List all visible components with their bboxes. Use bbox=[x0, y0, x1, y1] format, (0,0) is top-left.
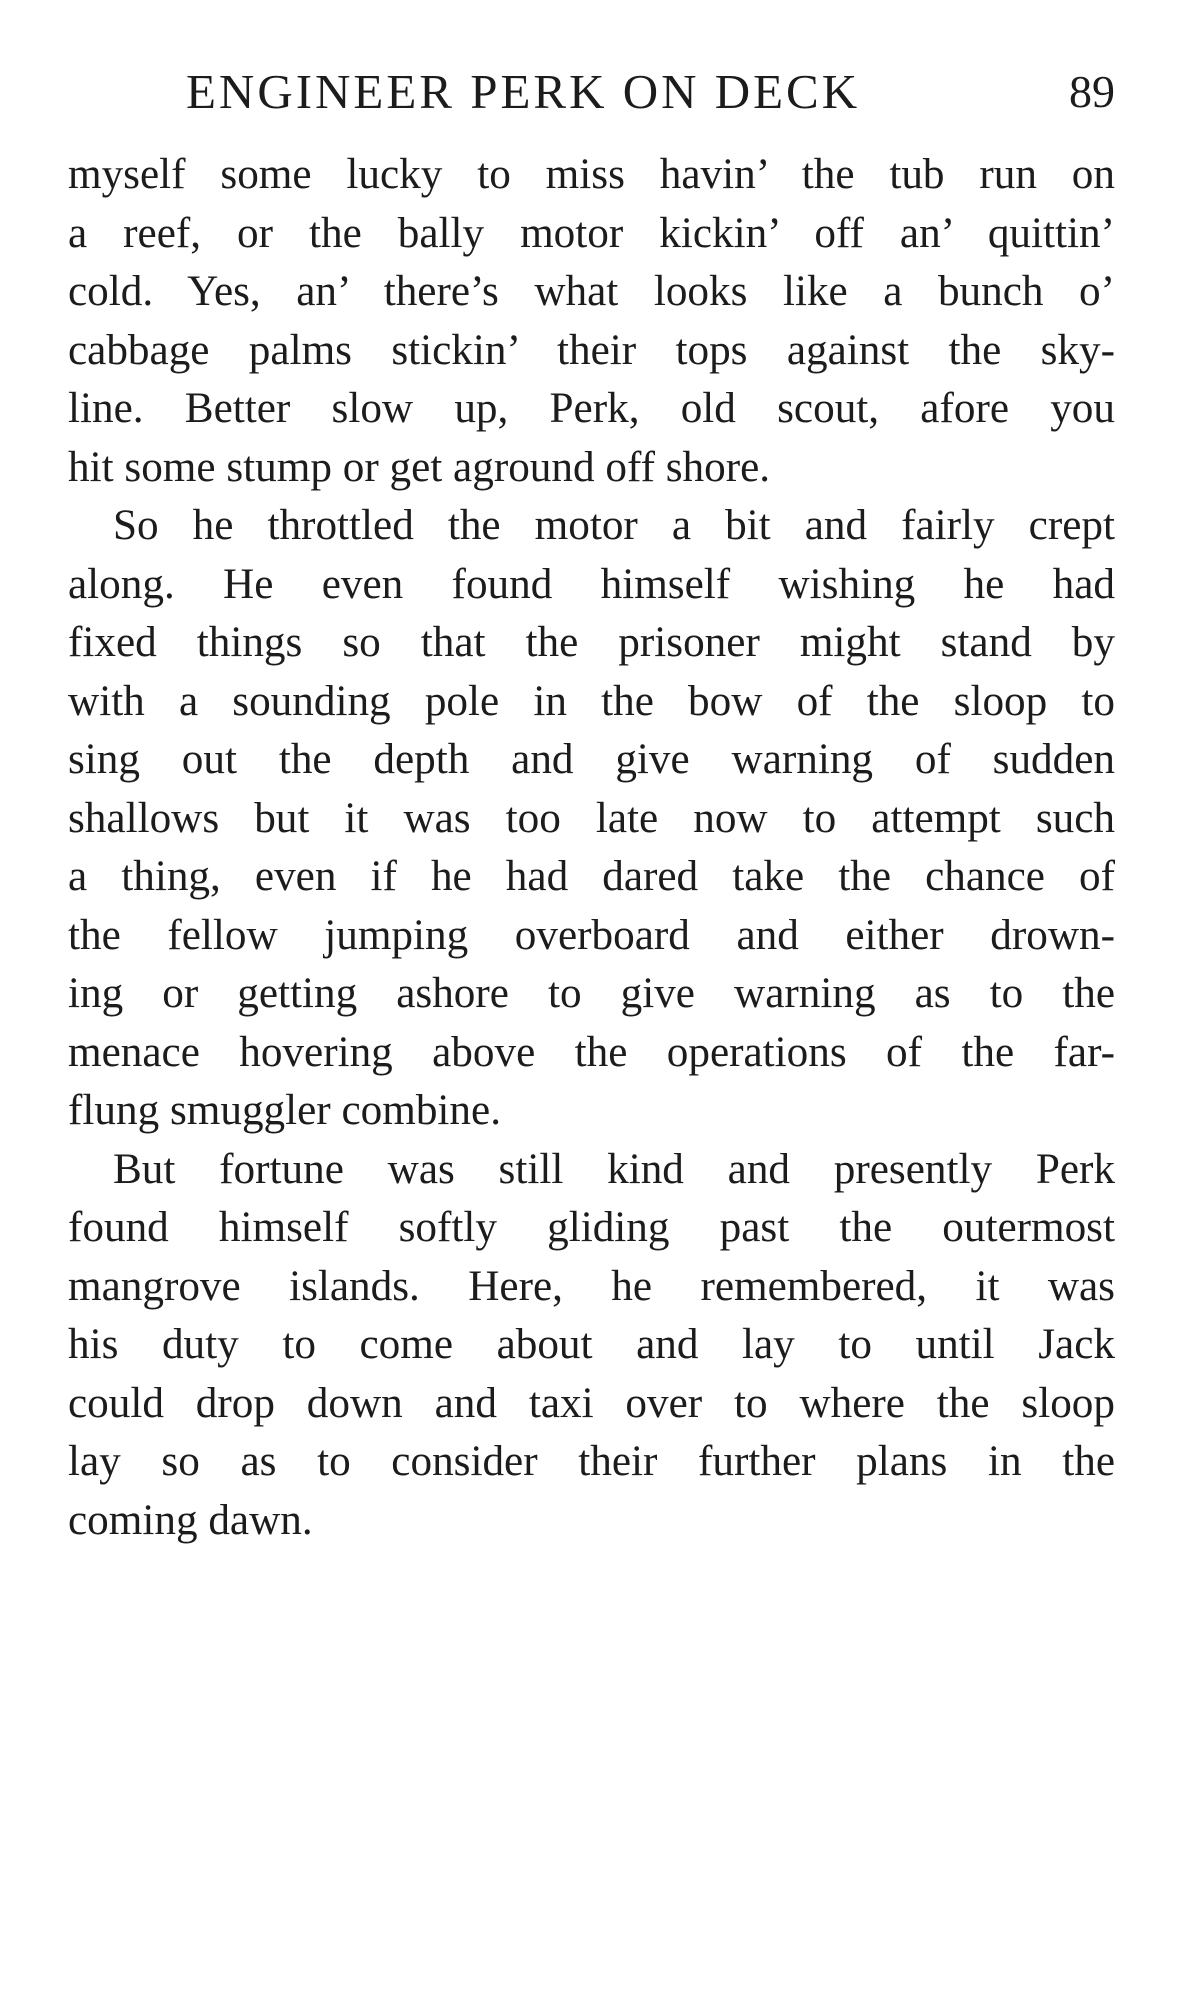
text-line: cabbage palms stickin’ their tops against the sky- bbox=[68, 326, 1115, 374]
text-line: ing or getting ashore to give warning as to the bbox=[68, 970, 1115, 1017]
paragraph-2 bbox=[68, 497, 1115, 1141]
text-line: the fellow jumping overboard and either drown- bbox=[68, 911, 1115, 959]
text-line: found himself softly gliding past the outermost bbox=[68, 1204, 1115, 1251]
text-line: But fortune was still kind and presently Perk bbox=[113, 1145, 1115, 1193]
text-line: flung smuggler combine. bbox=[68, 1087, 501, 1134]
text-line: lay so as to consider their further plans in the bbox=[68, 1438, 1115, 1485]
text-line: mangrove islands. Here, he remembered, it was bbox=[68, 1262, 1115, 1310]
text-line: shallows but it was too late now to attempt such bbox=[68, 794, 1115, 842]
text-line: a reef, or the bally motor kickin’ off an’ quittin’ bbox=[68, 209, 1115, 257]
text-line: myself some lucky to miss havin’ the tub run on bbox=[68, 151, 1115, 198]
text-line: sing out the depth and give warning of sudden bbox=[68, 736, 1115, 783]
paragraph-1 bbox=[68, 146, 1115, 497]
text-line: cold. Yes, an’ there’s what looks like a bunch o’ bbox=[68, 268, 1115, 315]
text-line: So he throttled the motor a bit and fairly crept bbox=[113, 502, 1115, 549]
text-line: his duty to come about and lay to until Jack bbox=[68, 1321, 1115, 1368]
text-line: a thing, even if he had dared take the chance of bbox=[68, 853, 1115, 900]
text-line: with a sounding pole in the bow of the sloop to bbox=[68, 677, 1115, 725]
text-line: menace hovering above the operations of the far- bbox=[68, 1028, 1115, 1076]
paragraph-3 bbox=[68, 1141, 1115, 1551]
body-text bbox=[68, 146, 1115, 1550]
page-number: 89 bbox=[1069, 66, 1115, 117]
running-head bbox=[68, 62, 1115, 122]
text-line: could drop down and taxi over to where the sloop bbox=[68, 1379, 1115, 1427]
text-line: along. He even found himself wishing he had bbox=[68, 560, 1115, 608]
running-title: ENGINEER PERK ON DECK bbox=[186, 64, 861, 119]
text-line: fixed things so that the prisoner might stand by bbox=[68, 619, 1115, 666]
text-line: line. Better slow up, Perk, old scout, afore you bbox=[68, 385, 1115, 432]
text-line: coming dawn. bbox=[68, 1496, 313, 1544]
text-line: hit some stump or get aground off shore. bbox=[68, 443, 771, 491]
